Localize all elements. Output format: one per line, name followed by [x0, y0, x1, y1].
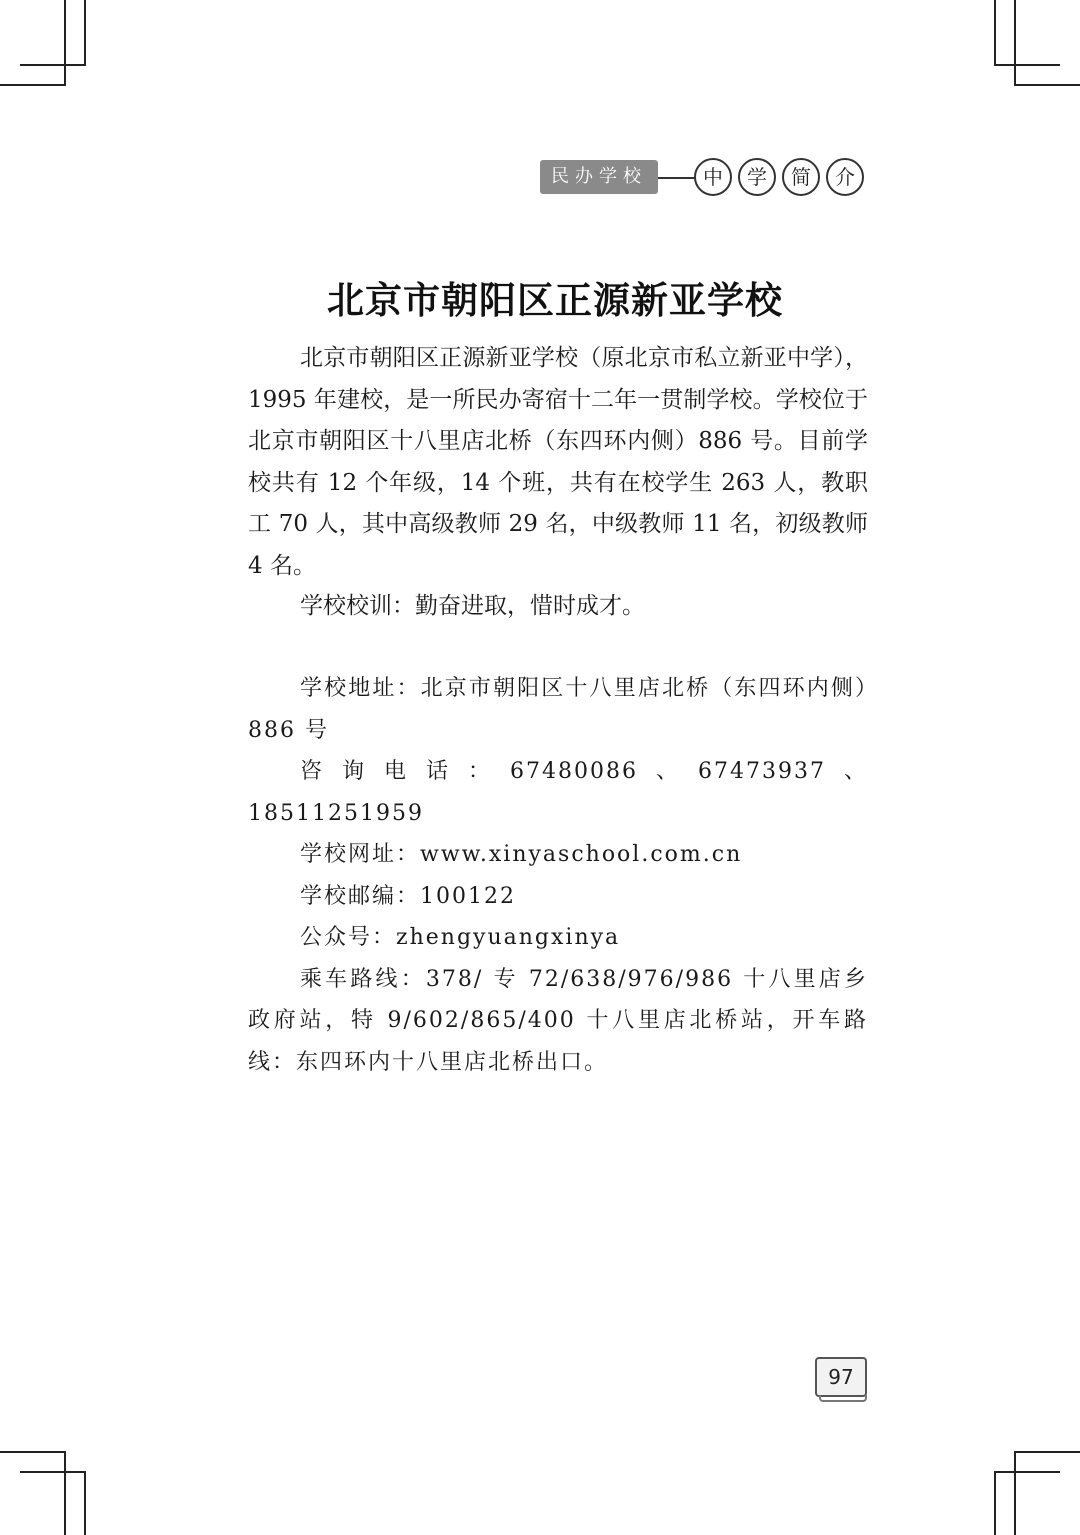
crop-mark-tl-h2: [0, 84, 66, 86]
crop-mark-br-v1: [994, 1471, 996, 1535]
intro-section: [248, 338, 868, 587]
transit-line: 乘车路线：378/ 专 72/638/976/986 十八里店乡政府站，特 9/602/865/400 十八里店北桥站，开车路线：东四环内十八里店北桥出口。: [248, 966, 868, 1075]
wechat-line: 公众号：zhengyuangxinya: [300, 925, 621, 950]
crop-mark-tr-v1: [994, 0, 996, 64]
page-number: 97: [815, 1357, 867, 1397]
crop-mark-bl-v1: [64, 1451, 66, 1535]
crop-mark-tl-h1: [20, 64, 86, 66]
intro-paragraph: 北京市朝阳区正源新亚学校（原北京市私立新亚中学），1995 年建校，是一所民办寄宿十二年一贯制学校。学校位于北京市朝阳区十八里店北桥（东四环内侧）886 号。目前学校共有 12 个年级，14 个班，共有在校学生 263 人，教职工 70 人，其中高级教师 29 名，中级教师 11 名，初级教师 4 名。: [248, 345, 868, 579]
crop-mark-bl-h2: [20, 1471, 86, 1473]
crop-mark-tr-h2: [1014, 84, 1080, 86]
contact-info: [248, 668, 868, 1083]
crop-mark-bl-h1: [0, 1451, 66, 1453]
crop-mark-tr-v2: [1014, 0, 1016, 84]
header-char: 学: [738, 158, 776, 196]
page-number-book-icon: [819, 1395, 867, 1402]
header-char: 简: [782, 158, 820, 196]
crop-mark-tl-v1: [64, 0, 66, 84]
website-line: 学校网址：www.xinyaschool.com.cn: [300, 842, 743, 867]
crop-mark-tl-v2: [84, 0, 86, 64]
motto-paragraph: 学校校训：勤奋进取，惜时成才。: [300, 593, 645, 619]
header-char: 介: [826, 158, 864, 196]
header-connector-line: [658, 177, 696, 179]
postcode-line: 学校邮编：100122: [300, 883, 516, 909]
crop-mark-tr-h1: [994, 64, 1060, 66]
page-title: 北京市朝阳区正源新亚学校: [327, 279, 783, 322]
crop-mark-bl-v2: [84, 1471, 86, 1535]
section-tag: 民办学校: [540, 160, 658, 194]
crop-mark-br-h1: [1014, 1451, 1080, 1453]
phone-line: 咨询电话：67480086、67473937、18511251959: [248, 759, 868, 826]
header-chapter-title: [694, 158, 864, 196]
address-line: 学校地址：北京市朝阳区十八里店北桥（东四环内侧）886 号: [248, 676, 868, 743]
crop-mark-br-v2: [1014, 1451, 1016, 1535]
crop-mark-br-h2: [994, 1471, 1060, 1473]
header-char: 中: [694, 158, 732, 196]
motto-section: [248, 586, 868, 628]
